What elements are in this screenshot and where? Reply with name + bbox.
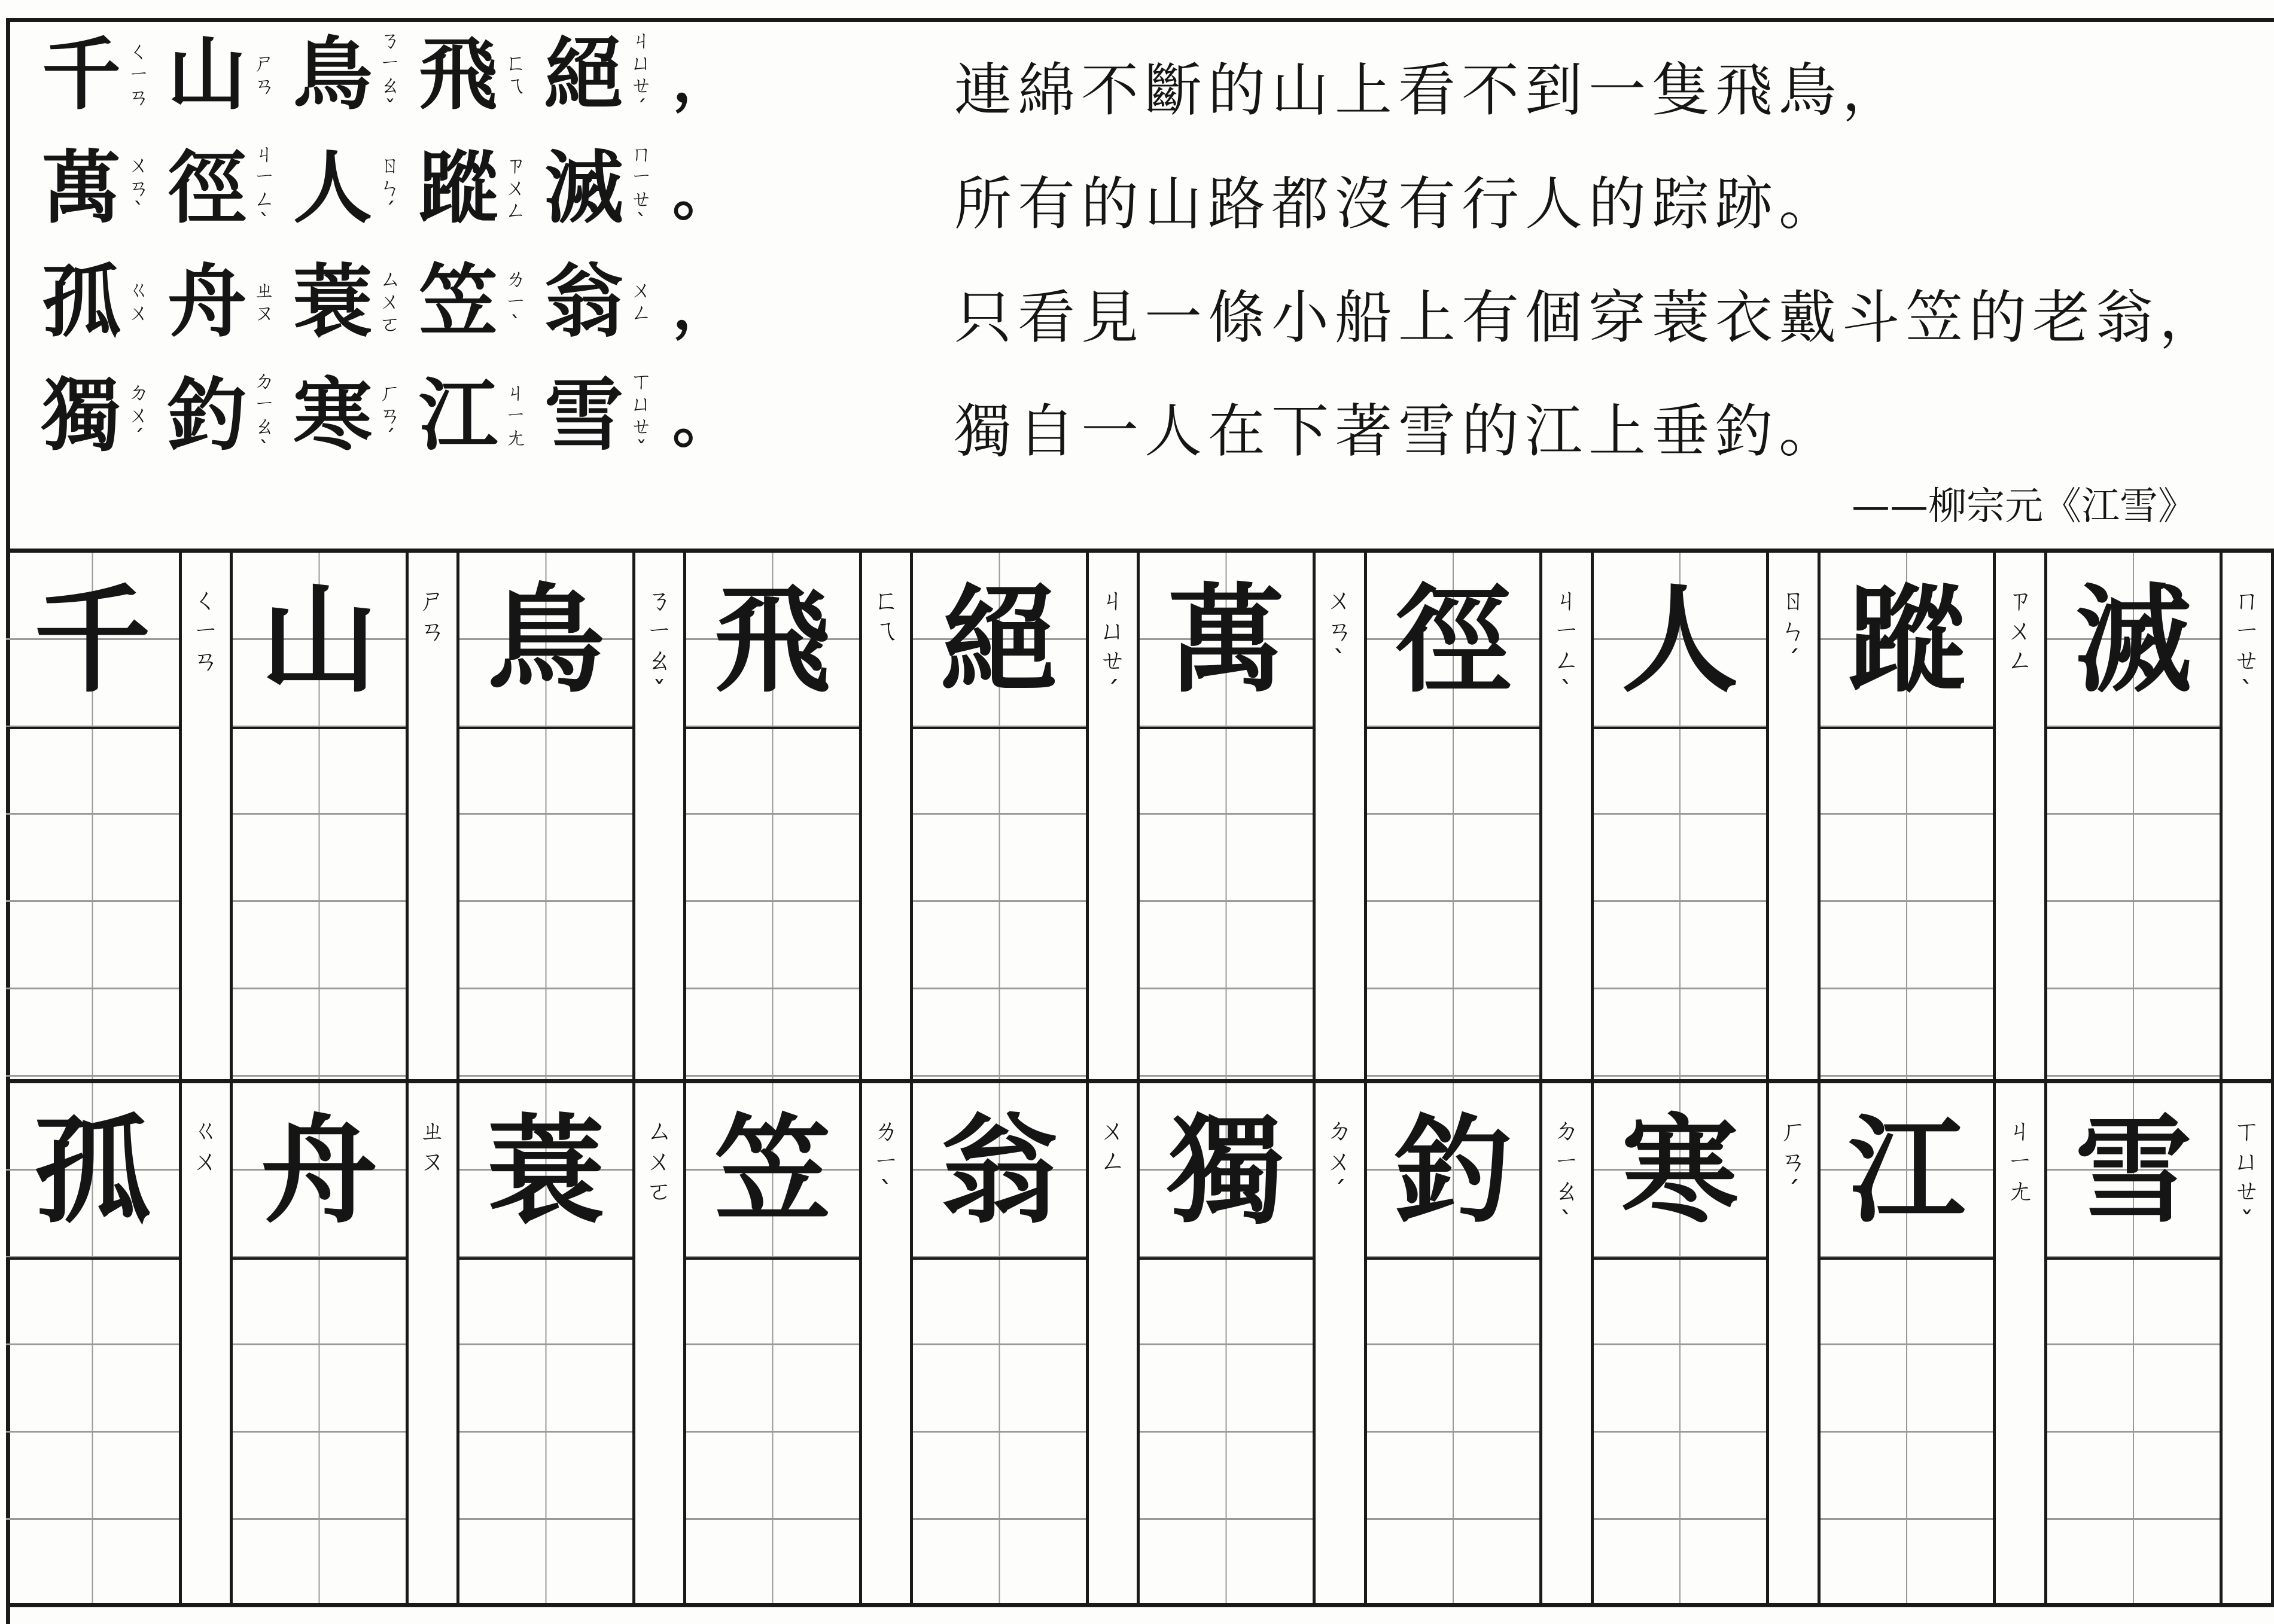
zhuyin-column — [1996, 1083, 2047, 1603]
zhuyin-column — [1316, 1083, 1367, 1603]
practice-cell — [6, 553, 182, 1079]
poem-char — [293, 142, 404, 234]
hanzi: 孤 — [42, 255, 121, 348]
practice-cell — [1594, 1083, 1770, 1603]
practice-cell — [459, 553, 635, 1079]
translation-line-3: 只看見一條小船上有個穿蓑衣戴斗笠的老翁， — [954, 284, 2223, 351]
zhuyin: ㄉㄧㄠˋ — [253, 369, 275, 462]
zhuyin: ㄏㄢˊ — [379, 380, 401, 450]
poem-char — [168, 370, 279, 461]
poem-char — [168, 255, 279, 348]
zhuyin-label: ㄑ ㄧ ㄢ — [192, 585, 219, 677]
translation-line-2: 所有的山路都沒有行人的踪跡。 — [954, 170, 1842, 237]
zhuyin-label: ㄌ ㄧ ˋ — [873, 1116, 900, 1207]
punctuation: ， — [672, 272, 732, 342]
zhuyin: ㄐㄩㄝˊ — [630, 28, 652, 121]
model-char-box — [1821, 553, 1993, 729]
translation-line-1: 連綿不斷的山上看不到一隻飛鳥， — [954, 57, 1905, 124]
model-hanzi: 蹤 — [1848, 571, 1965, 708]
hanzi: 獨 — [42, 369, 121, 462]
model-hanzi: 萬 — [1168, 571, 1285, 708]
zhuyin: ㄈㄟ — [504, 51, 526, 98]
poem-char — [544, 370, 656, 461]
poem-char — [419, 369, 530, 462]
model-char-box — [913, 1083, 1086, 1260]
model-hanzi: 雪 — [2075, 1102, 2192, 1239]
zhuyin: ㄇㄧㄝˋ — [630, 142, 652, 234]
poem-line-2 — [42, 132, 879, 245]
zhuyin-column — [409, 1083, 460, 1603]
model-hanzi: 飛 — [714, 571, 832, 708]
model-char-box — [6, 553, 179, 729]
zhuyin-label: ㄨ ㄥ — [1100, 1116, 1127, 1177]
poem-line-1 — [42, 18, 879, 132]
model-char-box — [233, 1083, 406, 1260]
zhuyin-column — [635, 553, 687, 1079]
zhuyin-label: ㄇ ㄧ ㄝ ˋ — [2233, 585, 2260, 706]
zhuyin-label: ㄨ ㄢ ˋ — [1326, 585, 1353, 677]
hanzi: 滅 — [544, 142, 623, 234]
zhuyin-column — [862, 553, 914, 1079]
poem-char — [42, 255, 153, 348]
practice-cell — [1140, 1083, 1316, 1603]
model-char-box — [1594, 553, 1767, 729]
practice-cell — [2047, 1083, 2223, 1603]
zhuyin: ㄒㄩㄝˇ — [630, 369, 652, 462]
poem-char — [42, 28, 153, 121]
zhuyin-label: ㄉ ㄨ ˊ — [1326, 1116, 1353, 1207]
poem-char — [42, 369, 153, 462]
model-char-box — [6, 1083, 179, 1260]
hanzi: 翁 — [544, 255, 623, 348]
zhuyin: ㄙㄨㄛ — [379, 267, 401, 337]
model-hanzi: 釣 — [1395, 1102, 1512, 1239]
practice-cell — [1140, 553, 1316, 1079]
zhuyin: ㄗㄨㄥ — [504, 153, 526, 223]
zhuyin: ㄑㄧㄢ — [127, 39, 150, 109]
zhuyin-label: ㄐ ㄧ ㄤ — [2007, 1116, 2033, 1207]
poem-char — [544, 143, 656, 233]
zhuyin-label: ㄐ ㄧ ㄥ ˋ — [1553, 585, 1580, 706]
model-char-box — [686, 1083, 859, 1260]
model-hanzi: 人 — [1621, 571, 1739, 708]
model-hanzi: 鳥 — [487, 571, 604, 708]
zhuyin: ㄐㄧㄤ — [504, 380, 526, 450]
zhuyin-column — [1769, 1083, 1821, 1603]
zhuyin-column — [2223, 1083, 2274, 1603]
model-char-box — [459, 1083, 632, 1260]
model-char-box — [2047, 553, 2220, 729]
zhuyin-label: ㄕ ㄢ — [419, 585, 446, 646]
practice-cell — [459, 1083, 635, 1603]
translation-line-4: 獨自一人在下著雪的江上垂釣。 — [954, 398, 1842, 465]
zhuyin-label: ㄒ ㄩ ㄝ ˇ — [2233, 1116, 2260, 1237]
poem-line-3 — [42, 245, 879, 359]
hanzi: 千 — [42, 28, 121, 121]
practice-cell — [913, 553, 1089, 1079]
hanzi: 江 — [419, 369, 498, 462]
model-hanzi: 山 — [260, 571, 378, 708]
model-char-box — [1140, 1083, 1313, 1260]
hanzi: 山 — [168, 28, 246, 121]
poem-char — [419, 255, 530, 348]
zhuyin: ㄋㄧㄠˇ — [379, 28, 401, 121]
poem-author: ——柳宗元《江雪》 — [1852, 485, 2196, 529]
practice-row-2 — [6, 1079, 2274, 1603]
practice-row-1 — [6, 553, 2274, 1079]
hanzi: 蹤 — [419, 142, 498, 234]
zhuyin: ㄨㄥ — [630, 278, 652, 325]
model-hanzi: 獨 — [1168, 1102, 1285, 1239]
model-hanzi: 絕 — [941, 571, 1058, 708]
model-hanzi: 滅 — [2075, 571, 2192, 708]
zhuyin-column — [635, 1083, 687, 1603]
punctuation: ， — [672, 44, 732, 115]
hanzi: 蓑 — [293, 255, 372, 348]
zhuyin-label: ㄐ ㄩ ㄝ ˊ — [1100, 585, 1127, 706]
zhuyin: ㄉㄨˊ — [127, 380, 150, 450]
hanzi: 飛 — [419, 28, 498, 121]
zhuyin: ㄌㄧˋ — [504, 267, 526, 337]
model-char-box — [2047, 1083, 2220, 1260]
hanzi: 徑 — [168, 142, 246, 234]
poem-char — [419, 28, 530, 121]
model-hanzi: 舟 — [260, 1102, 378, 1239]
hanzi: 笠 — [419, 255, 498, 348]
zhuyin-column — [182, 1083, 233, 1603]
zhuyin-column — [1089, 553, 1140, 1079]
zhuyin-label: ㄓ ㄡ — [419, 1116, 446, 1177]
zhuyin: ㄍㄨ — [127, 278, 150, 325]
punctuation: 。 — [672, 158, 732, 228]
practice-cell — [1367, 1083, 1543, 1603]
practice-cell — [2047, 553, 2223, 1079]
zhuyin-column — [1542, 553, 1594, 1079]
zhuyin-column — [182, 553, 233, 1079]
poem-char — [168, 143, 279, 233]
zhuyin-column — [1542, 1083, 1594, 1603]
practice-cell — [1367, 553, 1543, 1079]
model-char-box — [1140, 553, 1313, 729]
poem-char — [168, 28, 279, 121]
zhuyin-label: ㄏ ㄢ ˊ — [1780, 1116, 1807, 1207]
model-char-box — [1367, 553, 1540, 729]
model-char-box — [1367, 1083, 1540, 1260]
practice-cell — [233, 1083, 409, 1603]
zhuyin-label: ㄉ ㄧ ㄠ ˋ — [1553, 1116, 1580, 1237]
hanzi: 絕 — [544, 28, 623, 121]
hanzi: 舟 — [168, 255, 246, 348]
hanzi: 寒 — [293, 369, 372, 462]
poem-line-4 — [42, 359, 879, 473]
poem-section — [6, 18, 2274, 549]
zhuyin-label: ㄙ ㄨ ㄛ — [646, 1116, 672, 1207]
punctuation: 。 — [672, 385, 732, 456]
zhuyin-label: ㄗ ㄨ ㄥ — [2007, 585, 2033, 677]
zhuyin-label: ㄈ ㄟ — [873, 585, 900, 646]
model-char-box — [1594, 1083, 1767, 1260]
practice-grid — [6, 549, 2274, 1607]
zhuyin: ㄖㄣˊ — [379, 153, 401, 223]
zhuyin: ㄐㄧㄥˋ — [253, 142, 275, 234]
zhuyin-column — [862, 1083, 914, 1603]
poem-char — [544, 29, 656, 120]
zhuyin-column — [1316, 553, 1367, 1079]
poem-char — [293, 369, 404, 462]
hanzi: 鳥 — [293, 28, 372, 121]
practice-cell — [1821, 1083, 1996, 1603]
model-char-box — [913, 553, 1086, 729]
model-char-box — [686, 553, 859, 729]
model-hanzi: 徑 — [1395, 571, 1512, 708]
model-char-box — [1821, 1083, 1993, 1260]
practice-cell — [1821, 553, 1996, 1079]
practice-cell — [1594, 553, 1770, 1079]
poem-char — [42, 142, 153, 234]
model-hanzi: 千 — [34, 571, 151, 708]
practice-cell — [686, 553, 862, 1079]
model-hanzi: 翁 — [941, 1102, 1058, 1239]
hanzi: 人 — [293, 142, 372, 234]
zhuyin: ㄨㄢˋ — [127, 153, 150, 223]
zhuyin-column — [409, 553, 460, 1079]
zhuyin-column — [1769, 553, 1821, 1079]
model-char-box — [459, 553, 632, 729]
poem-char — [293, 29, 404, 120]
poem-char — [419, 142, 530, 234]
practice-cell — [6, 1083, 182, 1603]
model-hanzi: 江 — [1848, 1102, 1965, 1239]
hanzi: 釣 — [168, 369, 246, 462]
zhuyin: ㄕㄢ — [253, 51, 275, 98]
poem-char — [293, 255, 404, 348]
model-hanzi: 蓑 — [487, 1102, 604, 1239]
model-char-box — [233, 553, 406, 729]
zhuyin-column — [1996, 553, 2047, 1079]
zhuyin-label: ㄖ ㄣ ˊ — [1780, 585, 1807, 677]
hanzi: 萬 — [42, 142, 121, 234]
zhuyin: ㄓㄡ — [253, 278, 275, 325]
model-hanzi: 笠 — [714, 1102, 832, 1239]
zhuyin-label: ㄍ ㄨ — [192, 1116, 219, 1177]
zhuyin-column — [2223, 553, 2274, 1079]
model-hanzi: 孤 — [34, 1102, 151, 1239]
zhuyin-column — [1089, 1083, 1140, 1603]
model-hanzi: 寒 — [1621, 1102, 1739, 1239]
hanzi: 雪 — [544, 369, 623, 462]
practice-cell — [913, 1083, 1089, 1603]
practice-cell — [686, 1083, 862, 1603]
zhuyin-label: ㄋ ㄧ ㄠ ˇ — [646, 585, 672, 706]
poem-char — [544, 255, 656, 348]
practice-cell — [233, 553, 409, 1079]
